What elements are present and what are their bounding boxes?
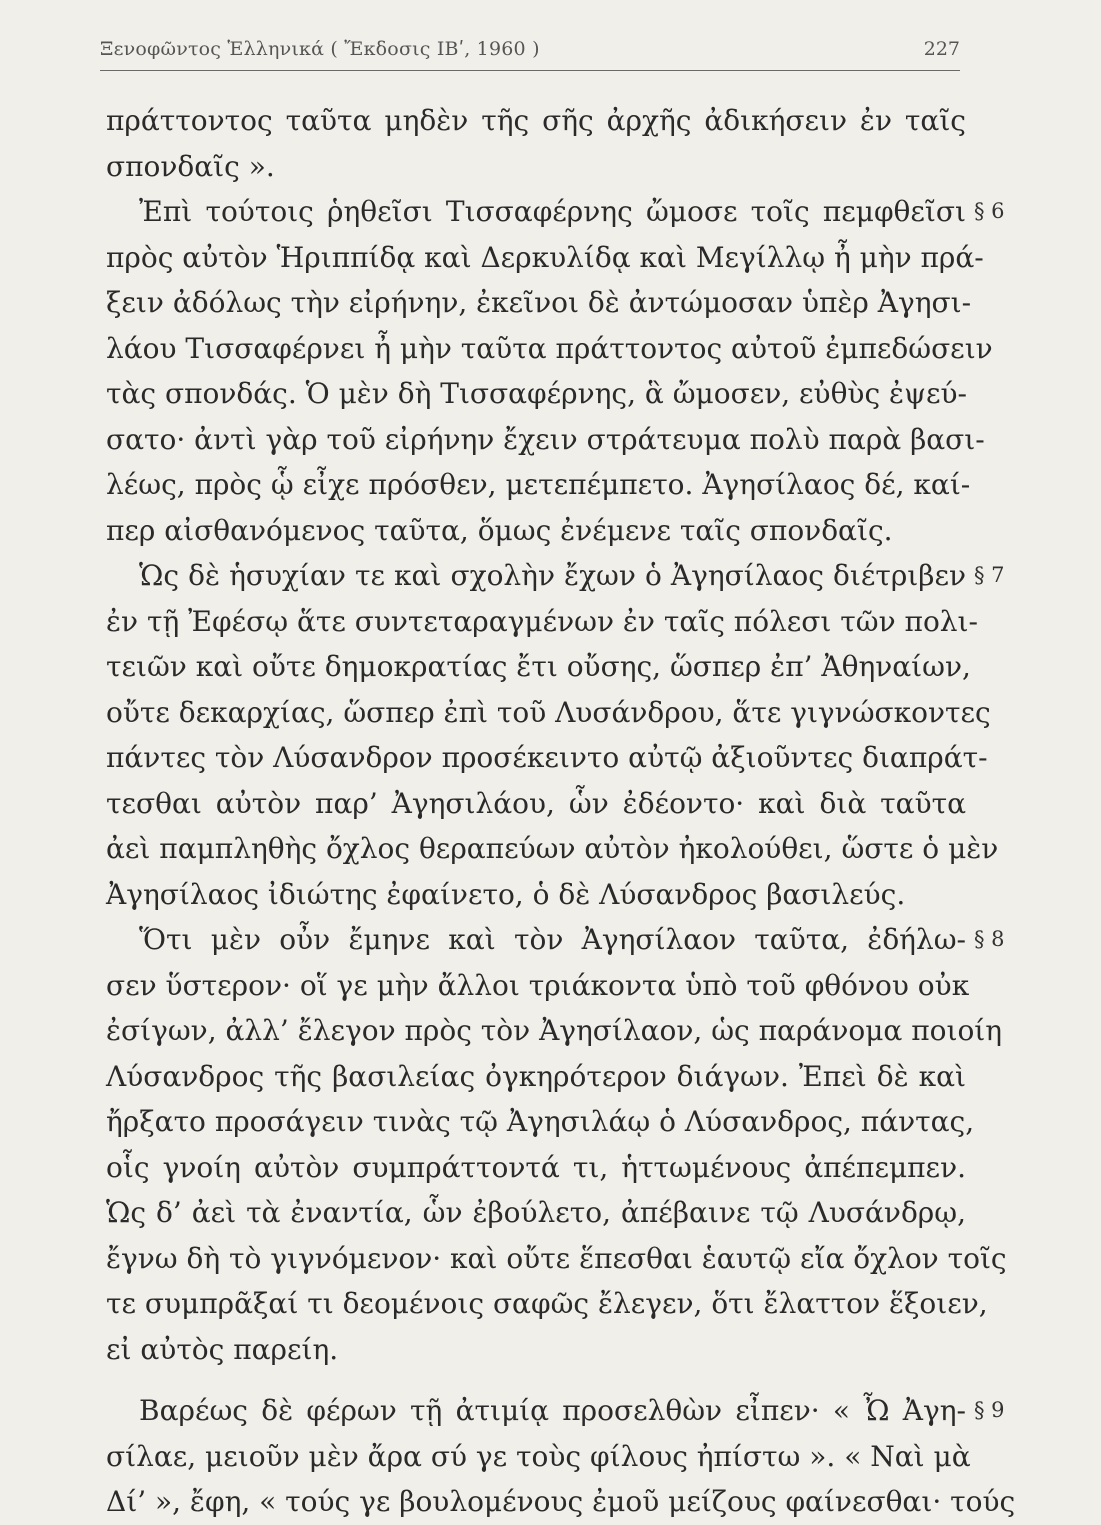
text-line <box>106 1190 966 1236</box>
line-text: τειῶν καὶ οὔτε δημοκρατίας ἔτι οὔσης, ὥσπερ ἐπ’ Ἀθηναίων, <box>106 650 971 683</box>
line-text: σεν ὕστερον· οἵ γε μὴν ἄλλοι τριάκοντα ὑπὸ τοῦ φθόνου οὐκ <box>106 968 970 1002</box>
line-text: πάντες τὸν Λύσανδρον προσέκειντο αὐτῷ ἀξιοῦντες διαπράτ- <box>106 741 988 774</box>
text-line <box>106 1388 1005 1434</box>
line-text: ξειν ἀδόλως τὴν εἰρήνην, ἐκεῖνοι δὲ ἀντώμοσαν ὑπὲρ Ἀγησι- <box>106 286 972 319</box>
section-marker: § 8 <box>974 927 1005 951</box>
text-line <box>106 872 966 918</box>
line-text: περ αἰσθανόμενος ταῦτα, ὅμως ἐνέμενε ταῖς σπονδαῖς. <box>106 513 893 547</box>
text-line <box>106 644 971 690</box>
line-text: πρὸς αὐτὸν Ἡριππίδᾳ καὶ Δερκυλίδᾳ καὶ Μεγίλλῳ ἦ μὴν πρά- <box>106 240 984 274</box>
text-line <box>106 235 984 281</box>
line-text: τεσθαι αὐτὸν παρ’ Ἀγησιλάου, ὧν ἐδέοντο· καὶ διὰ ταῦτα <box>106 786 966 820</box>
text-line <box>106 599 978 645</box>
text-line <box>106 1236 1007 1282</box>
line-text: τε συμπρᾶξαί τι δεομένοις σαφῶς ἔλεγεν, ὅτι ἔλαττον ἕξοιεν, <box>106 1287 988 1320</box>
text-line <box>106 553 1005 599</box>
line-text: Δί’ », ἔφη, « τούς γε βουλομένους ἐμοῦ μείζους φαίνεσθαι· τούς <box>106 1485 1016 1518</box>
running-title: Ξενοφῶντος Ἑλληνικά ( Ἔκδοσις ΙΒʹ, 1960 ) <box>100 38 540 60</box>
text-line <box>106 1434 971 1480</box>
text-line <box>106 826 999 872</box>
text-line <box>106 508 966 554</box>
text-line <box>106 917 1005 963</box>
running-header <box>100 30 960 71</box>
text-line <box>106 1099 975 1145</box>
text-line <box>106 462 971 508</box>
line-text: σατο· ἀντὶ γὰρ τοῦ εἰρήνην ἔχειν στράτευμα πολὺ παρὰ βασι- <box>106 422 985 456</box>
line-text: Ὡς δὲ ἡσυχίαν τε καὶ σχολὴν ἔχων ὁ Ἀγησίλαος διέτριβεν <box>139 559 966 592</box>
text-line <box>106 963 970 1009</box>
line-text: σίλαε, μειοῦν μὲν ἄρα σύ γε τοὺς φίλους ἠπίστω ». « Ναὶ μὰ <box>106 1439 971 1473</box>
line-text: οὔτε δεκαρχίας, ὥσπερ ἐπὶ τοῦ Λυσάνδρου, ἅτε γιγνώσκοντες <box>106 695 991 729</box>
text-line <box>106 1008 1003 1054</box>
text-line <box>106 781 966 827</box>
text-line <box>106 189 1005 235</box>
line-text: ἀεὶ παμπληθὴς ὄχλος θεραπεύων αὐτὸν ἠκολούθει, ὥστε ὁ μὲν <box>106 832 999 865</box>
text-line <box>106 1054 966 1100</box>
line-text: εἰ αὐτὸς παρείη. <box>106 1332 339 1366</box>
line-text: Ἀγησίλαος ἰδιώτης ἐφαίνετο, ὁ δὲ Λύσανδρος βασιλεύς. <box>106 877 906 911</box>
section-marker: § 6 <box>974 199 1005 223</box>
line-text: ἐσίγων, ἀλλ’ ἔλεγον πρὸς τὸν Ἀγησίλαον, ὡς παράνομα ποιοίη <box>106 1014 1003 1047</box>
text-line <box>106 280 972 326</box>
line-text: ἐν τῇ Ἐφέσῳ ἅτε συντεταραγμένων ἐν ταῖς πόλεσι τῶν πολι- <box>106 604 978 638</box>
line-text: πράττοντος ταῦτα μηδὲν τῆς σῆς ἀρχῆς ἀδικήσειν ἐν ταῖς <box>106 104 966 137</box>
text-line <box>106 690 991 736</box>
section-marker: § 9 <box>974 1398 1005 1422</box>
line-text: Λύσανδρος τῆς βασιλείας ὀγκηρότερον διάγων. Ἐπεὶ δὲ καὶ <box>106 1059 966 1093</box>
text-line <box>106 326 993 372</box>
paragraph-gap <box>106 1372 966 1388</box>
line-text: τὰς σπονδάς. Ὁ μὲν δὴ Τισσαφέρνης, ἃ ὤμοσεν, εὐθὺς ἐψεύ- <box>106 377 967 410</box>
line-text: Ὅτι μὲν οὖν ἔμηνε καὶ τὸν Ἀγησίλαον ταῦτα, ἐδήλω- <box>139 923 966 956</box>
line-text: λάου Τισσαφέρνει ἦ μὴν ταῦτα πράττοντος αὐτοῦ ἐμπεδώσειν <box>106 331 993 365</box>
section-marker: § 7 <box>974 563 1005 587</box>
line-text: Ἐπὶ τούτοις ῥηθεῖσι Τισσαφέρνης ὤμοσε τοῖς πεμφθεῖσι <box>139 195 966 228</box>
text-line <box>106 1327 966 1373</box>
line-text: οἷς γνοίη αὐτὸν συμπράττοντά τι, ἡττωμένους ἀπέπεμπεν. <box>106 1150 966 1184</box>
text-line <box>106 1281 988 1327</box>
line-text: Βαρέως δὲ φέρων τῇ ἀτιμίᾳ προσελθὼν εἶπεν· « Ὦ Ἀγη- <box>139 1394 966 1427</box>
line-text: λέως, πρὸς ᾧ εἶχε πρόσθεν, μετεπέμπετο. Ἀγησίλαος δέ, καί- <box>106 468 971 501</box>
line-text: ἔγνω δὴ τὸ γιγνόμενον· καὶ οὔτε ἕπεσθαι ἑαυτῷ εἴα ὄχλον τοῖς <box>106 1241 1007 1275</box>
line-text: ἤρξατο προσάγειν τινὰς τῷ Ἀγησιλάῳ ὁ Λύσανδρος, πάντας, <box>106 1105 975 1138</box>
text-line <box>106 1145 966 1191</box>
text-line <box>106 1479 1016 1525</box>
text-line <box>106 98 966 144</box>
text-line <box>106 417 985 463</box>
text-line <box>106 371 966 417</box>
body-text <box>106 98 1016 1525</box>
line-text: σπονδαῖς ». <box>106 149 275 183</box>
text-line <box>106 144 966 190</box>
line-text: Ὡς δ’ ἀεὶ τὰ ἐναντία, ὧν ἐβούλετο, ἀπέβαινε τῷ Λυσάνδρῳ, <box>106 1196 966 1229</box>
text-line <box>106 735 988 781</box>
page-number: 227 <box>923 38 960 60</box>
